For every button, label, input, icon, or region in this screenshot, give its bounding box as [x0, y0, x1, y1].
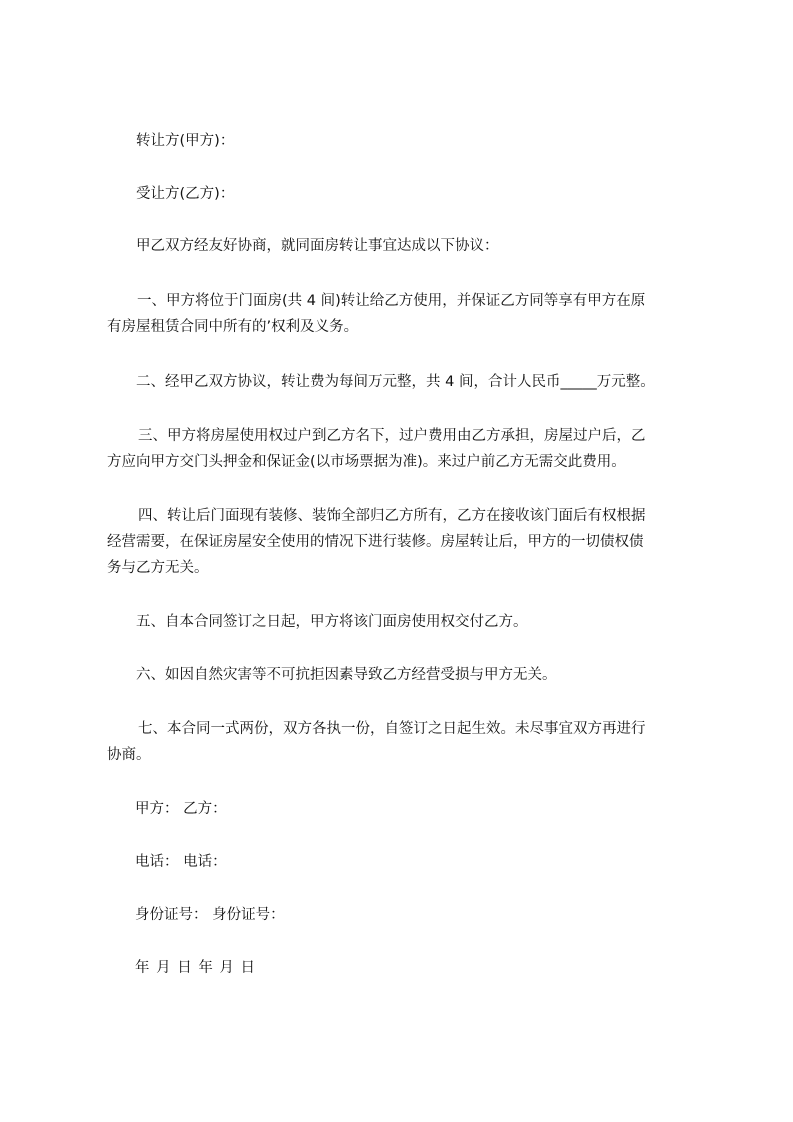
- clause-4-line-1: 四、转让后门面现有装修、装饰全部归乙方所有，乙方在接收该门面后有权根据: [138, 508, 646, 524]
- clause-1-line-2: 有房屋租赁合同中所有的’权利及义务。: [107, 319, 359, 335]
- clause-5-line-1: 五、自本合同签订之日起，甲方将该门面房使用权交付乙方。: [136, 614, 528, 630]
- signature-dates: 年 月 日 年 月 日: [135, 960, 256, 976]
- clause-4-line-2: 经营需要，在保证房屋安全使用的情况下进行装修。房屋转让后，甲方的一切债权债: [107, 534, 644, 550]
- clause-3-line-1: 三、甲方将房屋使用权过户到乙方名下，过户费用由乙方承担，房屋过户后，乙: [138, 428, 646, 444]
- transferee-label: 受让方(乙方)：: [136, 186, 235, 202]
- signature-ids: 身份证号： 身份证号：: [135, 907, 285, 923]
- clause-7-line-1: 七、本合同一式两份，双方各执一份，自签订之日起生效。未尽事宜双方再进行: [138, 721, 646, 737]
- clause-7-line-2: 协商。: [107, 747, 151, 763]
- signature-parties: 甲方： 乙方：: [135, 801, 227, 817]
- clause-3-line-2: 方应向甲方交门头押金和保证金(以市场票据为准)。来过户前乙方无需交此费用。: [107, 454, 626, 470]
- clause-4-line-3: 务与乙方无关。: [107, 560, 209, 576]
- intro-paragraph: 甲乙双方经友好协商，就同面房转让事宜达成以下协议：: [136, 238, 499, 254]
- signature-phones: 电话： 电话：: [135, 854, 227, 870]
- transferor-label: 转让方(甲方)：: [136, 133, 235, 149]
- clause-2-line-1: 二、经甲乙双方协议，转让费为每间万元整，共 4 间，合计人民币_____万元整。: [136, 374, 655, 390]
- clause-1-line-1: 一、甲方将位于门面房(共 4 间)转让给乙方使用，并保证乙方同等享有甲方在原: [137, 293, 646, 309]
- clause-6-line-1: 六、如因自然灾害等不可抗拒因素导致乙方经营受损与甲方无关。: [136, 667, 557, 683]
